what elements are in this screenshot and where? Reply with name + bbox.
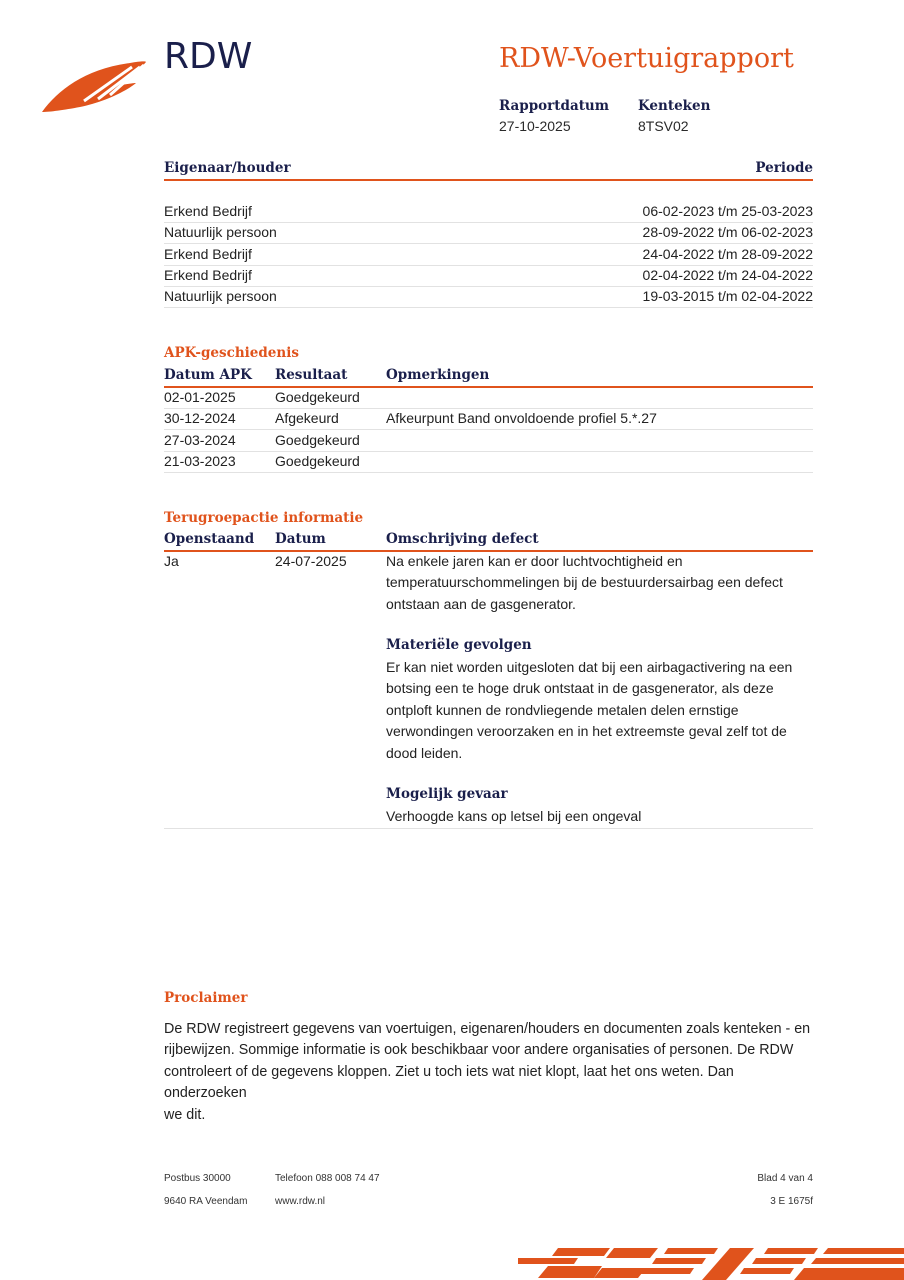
plate-label: Kenteken [638, 98, 711, 114]
apk-row [164, 387, 813, 409]
apk-date-cell: 21-03-2023 [164, 453, 236, 469]
proclaimer-line: rijbewijzen. Sommige informatie is ook beschikbaar voor andere organisaties of personen. De RDW [164, 1042, 794, 1059]
recall-desc-line: Na enkele jaren kan er door luchtvochtigheid en [386, 553, 683, 569]
owner-cell: Erkend Bedrijf [164, 203, 252, 219]
material-line: verwondingen veroorzaken en in het extreemste geval zelf tot de [386, 723, 787, 740]
recall-section-title: Terugroepactie informatie [164, 510, 364, 526]
proclaimer-line: we dit. [164, 1106, 206, 1123]
possible-danger-title: Mogelijk gevaar [386, 786, 508, 802]
period-cell: 19-03-2015 t/m 02-04-2022 [642, 288, 813, 304]
apk-result-cell: Goedgekeurd [275, 432, 360, 448]
owners-row [164, 201, 813, 223]
footer-doc-code: 3 E 1675f [770, 1196, 813, 1207]
material-line: botsing een te hoge druk ontstaat in de gasgenerator, als deze [386, 680, 774, 697]
report-date-value: 27-10-2025 [499, 118, 571, 134]
proclaimer-text [164, 1019, 814, 1126]
plate-value: 8TSV02 [638, 118, 689, 134]
recall-col-open: Openstaand [164, 531, 255, 547]
recall-open-value: Ja [164, 553, 179, 569]
recall-date-value: 24-07-2025 [275, 553, 347, 569]
footer-po-box: Postbus 30000 [164, 1173, 231, 1184]
owners-col-period: Periode [755, 160, 813, 176]
material-line: Er kan niet worden uitgesloten dat bij een airbagactivering na een [386, 659, 793, 675]
report-title: RDW-Voertuigrapport [499, 43, 794, 74]
apk-col-result: Resultaat [275, 367, 348, 383]
apk-row [164, 408, 813, 430]
recall-desc-line: temperatuurschommelingen bij de bestuurdersairbag een defect [386, 574, 783, 591]
owners-col-owner: Eigenaar/houder [164, 160, 291, 176]
material-consequences-text [386, 657, 813, 764]
recall-col-date: Datum [275, 531, 326, 547]
material-consequences-title: Materiële gevolgen [386, 637, 532, 653]
owner-cell: Natuurlijk persoon [164, 288, 277, 304]
logo-wordmark: RDW [164, 36, 253, 77]
footer-address: 9640 RA Veendam [164, 1196, 248, 1207]
apk-result-cell: Afgekeurd [275, 410, 339, 426]
apk-date-cell: 27-03-2024 [164, 432, 236, 448]
owners-row [164, 265, 813, 287]
apk-col-remarks: Opmerkingen [386, 367, 490, 383]
report-date-label: Rapportdatum [499, 98, 610, 114]
apk-remarks-cell: Afkeurpunt Band onvoldoende profiel 5.*.27 [386, 410, 657, 426]
apk-row [164, 430, 813, 452]
apk-section-title: APK-geschiedenis [164, 345, 299, 361]
recall-col-desc: Omschrijving defect [386, 531, 539, 547]
footer-page-number: Blad 4 van 4 [757, 1173, 813, 1184]
period-cell: 02-04-2022 t/m 24-04-2022 [642, 267, 813, 283]
apk-result-cell: Goedgekeurd [275, 453, 360, 469]
footer-phone: Telefoon 088 008 74 47 [275, 1173, 380, 1184]
owners-row [164, 244, 813, 266]
recall-row-divider [164, 828, 813, 829]
owners-row [164, 222, 813, 244]
footer-website[interactable]: www.rdw.nl [275, 1196, 326, 1207]
period-cell: 24-04-2022 t/m 28-09-2022 [642, 246, 813, 262]
proclaimer-title: Proclaimer [164, 990, 248, 1006]
recall-description [386, 551, 813, 615]
apk-result-cell: Goedgekeurd [275, 389, 360, 405]
apk-date-cell: 02-01-2025 [164, 389, 236, 405]
apk-date-cell: 30-12-2024 [164, 410, 236, 426]
apk-row [164, 451, 813, 473]
possible-danger-text: Verhoogde kans op letsel bij een ongeval [386, 808, 642, 824]
recall-desc-line: ontstaan aan de gasgenerator. [386, 595, 576, 612]
material-line: ontploft kunnen de rondvliegende metalen delen ernstige [386, 701, 739, 718]
proclaimer-line: controleert of de gegevens kloppen. Ziet u toch iets wat niet klopt, laat het ons weten. Dan onderzoeken [164, 1063, 734, 1102]
owners-row [164, 286, 813, 308]
proclaimer-line: De RDW registreert gegevens van voertuigen, eigenaren/houders en documenten zoals kenteken - en [164, 1021, 811, 1037]
decorative-stripes-icon [518, 1244, 904, 1280]
rdw-logo-icon [40, 55, 150, 115]
material-line: dood leiden. [386, 744, 463, 761]
period-cell: 28-09-2022 t/m 06-02-2023 [642, 224, 813, 240]
period-cell: 06-02-2023 t/m 25-03-2023 [642, 203, 813, 219]
owner-cell: Erkend Bedrijf [164, 246, 252, 262]
owner-cell: Natuurlijk persoon [164, 224, 277, 240]
apk-col-date: Datum APK [164, 367, 252, 383]
owners-header-rule [164, 179, 813, 181]
owner-cell: Erkend Bedrijf [164, 267, 252, 283]
